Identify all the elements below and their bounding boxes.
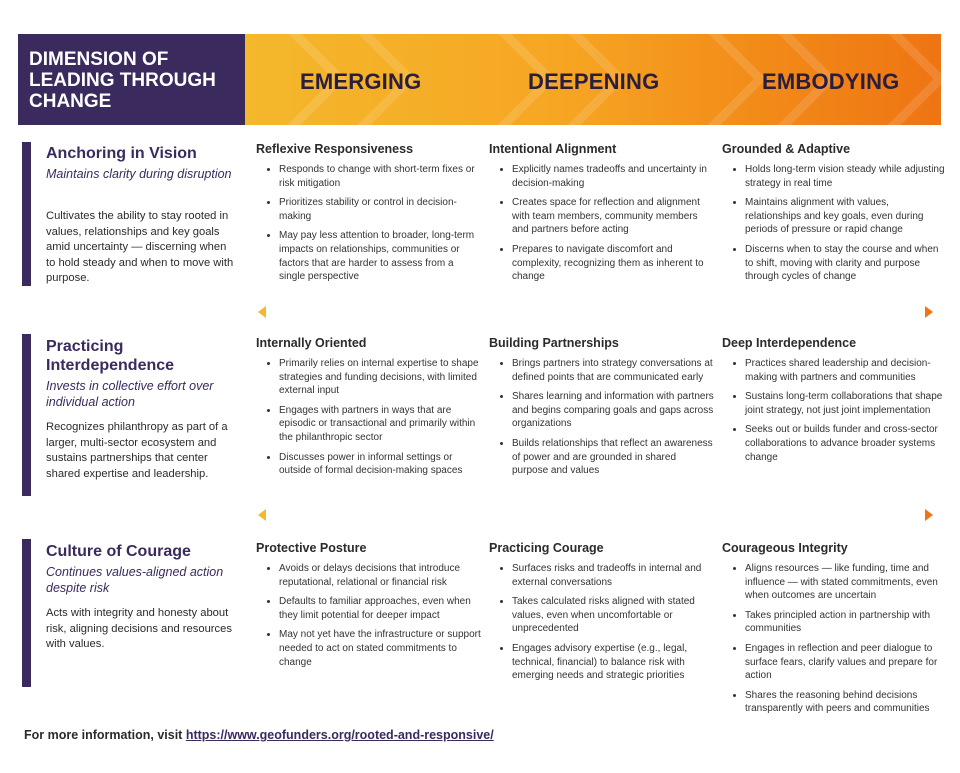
stages-header bbox=[245, 34, 941, 125]
column-title: Deep Interdependence bbox=[722, 336, 857, 350]
progression-arrow bbox=[258, 305, 933, 319]
list-item: Maintains alignment with values, relationships and key goals, even during periods of pressure or rapid change bbox=[722, 196, 947, 237]
column-title: Protective Posture bbox=[256, 541, 367, 555]
column-embodying bbox=[722, 541, 947, 722]
dimension-header-label: DIMENSION OF LEADING THROUGH CHANGE bbox=[29, 49, 216, 112]
stage-embodying: EMBODYING bbox=[762, 69, 900, 94]
column-title: Practicing Courage bbox=[489, 541, 604, 555]
list-item: Takes principled action in partnership with communities bbox=[722, 609, 947, 636]
column-embodying bbox=[722, 336, 947, 470]
list-item: Primarily relies on internal expertise to shape strategies and funding decisions, with limited external input bbox=[256, 357, 481, 398]
section-subtitle: Maintains clarity during disruption bbox=[46, 167, 232, 181]
list-item: Prepares to navigate discomfort and complexity, recognizing them as inherent to change bbox=[489, 243, 714, 284]
section-description: Cultivates the ability to stay rooted in values, relationships and key goals amid uncertainty — discerning when to hold steady and when to move with purpose. bbox=[46, 210, 234, 284]
geofunders-link[interactable]: https://www.geofunders.org/rooted-and-responsive/ bbox=[185, 728, 494, 742]
list-item: Engages in reflection and peer dialogue to surface fears, clarify values and prepare for action bbox=[722, 642, 947, 683]
stage-emerging: EMERGING bbox=[300, 69, 422, 94]
column-emerging bbox=[256, 541, 481, 675]
section-description: Acts with integrity and honesty about risk, aligning decisions and resources with values. bbox=[46, 607, 232, 650]
column-deepening bbox=[489, 336, 714, 484]
section-description: Recognizes philanthropy as part of a larger, multi-sector ecosystem and sustains partnerships that center shared expertise and leadership. bbox=[46, 421, 228, 480]
list-item: Shares the reasoning behind decisions transparently with peers and communities bbox=[722, 689, 947, 716]
column-title: Grounded & Adaptive bbox=[722, 142, 851, 156]
section-accent-bar bbox=[22, 539, 31, 687]
column-title: Building Partnerships bbox=[489, 336, 619, 350]
section-subtitle: Continues values-aligned action despite risk bbox=[46, 565, 224, 595]
dimension-header bbox=[18, 34, 245, 125]
list-item: Surfaces risks and tradeoffs in internal and external conversations bbox=[489, 562, 714, 589]
list-item: Sustains long-term collaborations that shape joint strategy, not just joint implementation bbox=[722, 390, 947, 417]
section-title: Practicing Interdependence bbox=[46, 338, 175, 374]
list-item: Avoids or delays decisions that introduce reputational, relational or financial risk bbox=[256, 562, 481, 589]
section-accent-bar bbox=[22, 142, 31, 286]
column-deepening bbox=[489, 541, 714, 689]
list-item: Holds long-term vision steady while adjusting strategy in real time bbox=[722, 163, 947, 190]
stage-deepening: DEEPENING bbox=[528, 69, 660, 94]
column-title: Internally Oriented bbox=[256, 336, 367, 350]
list-item: Creates space for reflection and alignment with team members, community members and partners before acting bbox=[489, 196, 714, 237]
list-item: Discerns when to stay the course and when to shift, moving with clarity and purpose through cycles of change bbox=[722, 243, 947, 284]
section-title: Culture of Courage bbox=[46, 543, 191, 560]
column-title: Courageous Integrity bbox=[722, 541, 848, 555]
list-item: Builds relationships that reflect an awareness of power and are grounded in shared purpose and values bbox=[489, 437, 714, 478]
column-deepening bbox=[489, 142, 714, 290]
column-title: Intentional Alignment bbox=[489, 142, 617, 156]
list-item: Defaults to familiar approaches, even when they limit potential for deeper impact bbox=[256, 595, 481, 622]
list-item: Takes calculated risks aligned with stated values, even when uncomfortable or unprecedented bbox=[489, 595, 714, 636]
column-embodying bbox=[722, 142, 947, 290]
section-subtitle: Invests in collective effort over individual action bbox=[46, 379, 214, 409]
list-item: Brings partners into strategy conversations at defined points that are communicated early bbox=[489, 357, 714, 384]
column-emerging bbox=[256, 142, 481, 290]
footer-text: For more information, visit bbox=[24, 728, 186, 742]
column-emerging bbox=[256, 336, 481, 484]
list-item: May not yet have the infrastructure or support needed to act on stated commitments to change bbox=[256, 628, 481, 669]
list-item: Prioritizes stability or control in decision-making bbox=[256, 196, 481, 223]
list-item: Discusses power in informal settings or outside of formal decision-making spaces bbox=[256, 451, 481, 478]
footer bbox=[24, 728, 494, 742]
list-item: Practices shared leadership and decision-making with partners and communities bbox=[722, 357, 947, 384]
list-item: Shares learning and information with partners and begins comparing goals and gaps across organizations bbox=[489, 390, 714, 431]
list-item: Explicitly names tradeoffs and uncertainty in decision-making bbox=[489, 163, 714, 190]
section-title: Anchoring in Vision bbox=[46, 145, 197, 162]
list-item: Responds to change with short-term fixes or risk mitigation bbox=[256, 163, 481, 190]
section-accent-bar bbox=[22, 334, 31, 496]
list-item: Seeks out or builds funder and cross-sector collaborations to advance broader systems change bbox=[722, 423, 947, 464]
list-item: Engages advisory expertise (e.g., legal, technical, financial) to balance risk with emerging needs and strategic priorities bbox=[489, 642, 714, 683]
list-item: Aligns resources — like funding, time and influence — with stated commitments, even when outcomes are uncertain bbox=[722, 562, 947, 603]
column-title: Reflexive Responsiveness bbox=[256, 142, 414, 156]
table-header bbox=[18, 34, 941, 125]
list-item: Engages with partners in ways that are episodic or transactional and primarily within the philanthropic sector bbox=[256, 404, 481, 445]
list-item: May pay less attention to broader, long-term impacts on relationships, communities or factors that are harder to assess from a single perspective bbox=[256, 229, 481, 283]
progression-arrow bbox=[258, 508, 933, 522]
